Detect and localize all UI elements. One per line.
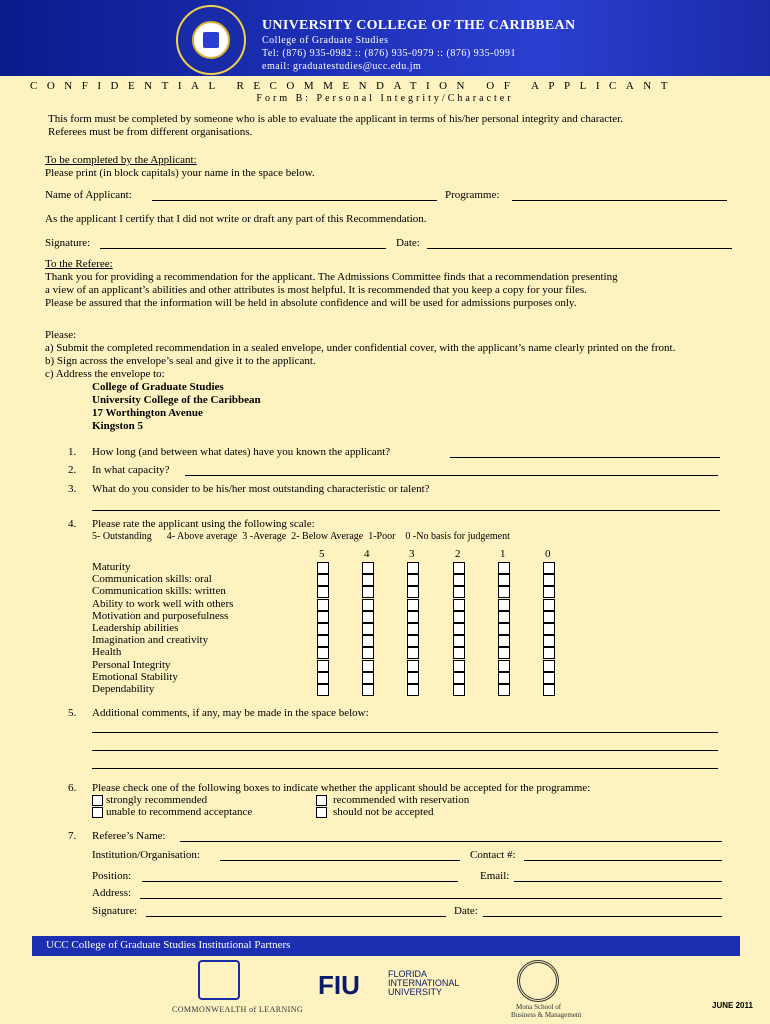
rating-checkbox[interactable]: [317, 599, 329, 611]
referee-date-field[interactable]: [483, 916, 722, 917]
rating-column-header: 1: [500, 548, 506, 560]
rating-column-header: 5: [319, 548, 325, 560]
rating-checkbox[interactable]: [362, 660, 374, 672]
address-line: University College of the Caribbean: [92, 394, 261, 406]
rating-checkbox[interactable]: [498, 623, 510, 635]
rating-checkbox[interactable]: [498, 660, 510, 672]
rating-checkbox[interactable]: [453, 574, 465, 586]
rating-scale-legend: 5- Outstanding 4- Above average 3 -Average 2- Below Average 1-Poor 0 -No basis for judgement: [92, 531, 510, 542]
question-3-field[interactable]: [92, 510, 720, 511]
applicant-signature-label: Signature:: [45, 237, 91, 249]
unable-to-recommend-label: unable to recommend acceptance: [106, 806, 253, 818]
address-label: Address:: [92, 887, 132, 899]
address-line: College of Graduate Studies: [92, 381, 224, 393]
rating-checkbox[interactable]: [543, 586, 555, 598]
rating-checkbox[interactable]: [407, 684, 419, 696]
commonwealth-of-learning-logo: [198, 960, 240, 1000]
applicant-date-label: Date:: [396, 237, 420, 249]
rating-checkbox[interactable]: [498, 574, 510, 586]
recommended-with-reservation-checkbox[interactable]: [316, 795, 327, 806]
question-5: Additional comments, if any, may be made in the space below:: [92, 707, 369, 719]
institution-field[interactable]: [220, 860, 460, 861]
rating-checkbox[interactable]: [407, 574, 419, 586]
intro-line-1: This form must be completed by someone who is able to evaluate the applicant in terms of his/her personal integrity and character.: [48, 113, 623, 125]
rating-checkbox[interactable]: [543, 562, 555, 574]
referee-signature-field[interactable]: [146, 916, 446, 917]
rating-trait-label: Health: [92, 646, 122, 659]
rating-checkbox[interactable]: [362, 586, 374, 598]
referee-name-label: Referee’s Name:: [92, 830, 166, 842]
question-number: 7.: [68, 830, 77, 842]
rating-checkbox[interactable]: [498, 647, 510, 659]
comments-line-3[interactable]: [92, 768, 718, 769]
rating-checkbox[interactable]: [407, 672, 419, 684]
mona-school-logo: [517, 960, 559, 1002]
rating-checkbox[interactable]: [498, 611, 510, 623]
applicant-date-field[interactable]: [427, 248, 732, 249]
rating-checkbox[interactable]: [543, 611, 555, 623]
email-label: Email:: [480, 870, 510, 882]
comments-line-1[interactable]: [92, 732, 718, 733]
rating-checkbox[interactable]: [317, 611, 329, 623]
address-line: 17 Worthington Avenue: [92, 407, 203, 419]
address-line: Kingston 5: [92, 420, 144, 432]
rating-checkbox[interactable]: [407, 562, 419, 574]
rating-checkbox[interactable]: [453, 562, 465, 574]
rating-checkbox[interactable]: [317, 562, 329, 574]
please-label: Please:: [45, 329, 77, 341]
telephone-numbers: Tel: (876) 935-0982 :: (876) 935-0979 :: (876) 935-0991: [262, 48, 516, 59]
fiu-full-name: FLORIDA INTERNATIONAL UNIVERSITY: [388, 969, 460, 997]
rating-checkbox[interactable]: [407, 611, 419, 623]
rating-checkbox[interactable]: [317, 574, 329, 586]
referee-paragraph-3: Please be assured that the information will be held in absolute confidence and will be used for admissions purposes only.: [45, 297, 577, 309]
rating-checkbox[interactable]: [317, 586, 329, 598]
university-seal-logo: [176, 5, 246, 75]
college-name: College of Graduate Studies: [262, 35, 389, 46]
partners-band: [32, 936, 740, 956]
rating-checkbox[interactable]: [543, 599, 555, 611]
question-2-field[interactable]: [185, 475, 718, 476]
email-field[interactable]: [514, 881, 722, 882]
strongly-recommended-label: strongly recommended: [106, 794, 208, 806]
rating-trait-label: Personal Integrity: [92, 658, 171, 671]
mona-school-name-1: Mona School of: [516, 1003, 562, 1011]
rating-checkbox[interactable]: [453, 647, 465, 659]
rating-checkbox[interactable]: [407, 635, 419, 647]
rating-checkbox[interactable]: [362, 684, 374, 696]
rating-checkbox[interactable]: [362, 599, 374, 611]
rating-trait-label: Emotional Stability: [92, 670, 178, 683]
applicant-signature-field[interactable]: [100, 248, 386, 249]
question-number: 1.: [68, 446, 77, 458]
rating-checkbox[interactable]: [453, 635, 465, 647]
rating-checkbox[interactable]: [407, 599, 419, 611]
rating-trait-label: Dependability: [92, 683, 155, 695]
fiu-logo: FIU: [318, 970, 360, 1000]
question-2: In what capacity?: [92, 464, 170, 476]
rating-column-header: 0: [545, 548, 551, 560]
referee-paragraph-2: a view of an applicant’s abilities and other attributes is most helpful. It is recommended that you keep a copy for your files.: [45, 284, 587, 296]
referee-paragraph-1: Thank you for providing a recommendation for the applicant. The Admissions Committee finds that a recommendation presenting: [45, 271, 618, 283]
question-3: What do you consider to be his/her most outstanding characteristic or talent?: [92, 483, 430, 495]
question-6: Please check one of the following boxes to indicate whether the applicant should be accepted for the programme:: [92, 782, 591, 794]
question-number: 6.: [68, 782, 77, 794]
rating-checkbox[interactable]: [453, 660, 465, 672]
question-1: How long (and between what dates) have you known the applicant?: [92, 446, 391, 458]
question-number: 2.: [68, 464, 77, 476]
rating-trait-label: Imagination and creativity: [92, 634, 209, 647]
should-not-be-accepted-label: should not be accepted: [333, 806, 434, 818]
instruction-b: b) Sign across the envelope’s seal and give it to the applicant.: [45, 355, 316, 367]
rating-trait-label: Communication skills: oral: [92, 573, 212, 586]
rating-checkbox[interactable]: [498, 635, 510, 647]
rating-checkbox[interactable]: [543, 623, 555, 635]
header-banner: [0, 0, 770, 76]
rating-checkbox[interactable]: [317, 684, 329, 696]
rating-trait-label: Motivation and purposefulness: [92, 609, 229, 622]
rating-checkbox[interactable]: [543, 684, 555, 696]
rating-checkbox[interactable]: [453, 672, 465, 684]
rating-checkbox[interactable]: [407, 647, 419, 659]
rating-trait-label: Communication skills: written: [92, 585, 226, 598]
footer-date: JUNE 2011: [712, 1001, 753, 1010]
institution-label: Institution/Organisation:: [92, 849, 200, 861]
rating-trait-label: Leadership abilities: [92, 622, 179, 634]
rating-checkbox[interactable]: [498, 672, 510, 684]
question-4: Please rate the applicant using the following scale:: [92, 518, 315, 530]
rating-checkbox[interactable]: [453, 599, 465, 611]
rating-checkbox[interactable]: [453, 623, 465, 635]
rating-checkbox[interactable]: [498, 562, 510, 574]
rating-checkbox[interactable]: [317, 623, 329, 635]
rating-checkbox[interactable]: [362, 562, 374, 574]
rating-checkbox[interactable]: [317, 672, 329, 684]
unable-to-recommend-checkbox[interactable]: [92, 807, 103, 818]
rating-column-header: 2: [455, 548, 461, 560]
applicant-heading: To be completed by the Applicant:: [45, 154, 197, 166]
rating-checkbox[interactable]: [317, 660, 329, 672]
rating-checkbox[interactable]: [362, 672, 374, 684]
strongly-recommended-checkbox[interactable]: [92, 795, 103, 806]
question-1-field[interactable]: [450, 457, 720, 458]
position-field[interactable]: [142, 881, 458, 882]
rating-checkbox[interactable]: [498, 599, 510, 611]
rating-checkbox[interactable]: [453, 611, 465, 623]
rating-checkbox[interactable]: [453, 586, 465, 598]
applicant-certify-text: As the applicant I certify that I did not write or draft any part of this Recommendation.: [45, 213, 427, 225]
rating-checkbox[interactable]: [407, 623, 419, 635]
rating-checkbox[interactable]: [362, 647, 374, 659]
rating-trait-label: Maturity: [92, 561, 131, 573]
rating-checkbox[interactable]: [543, 672, 555, 684]
intro-line-2: Referees must be from different organisations.: [48, 126, 253, 138]
rating-checkbox[interactable]: [543, 660, 555, 672]
recommended-with-reservation-label: recommended with reservation: [333, 794, 470, 806]
rating-trait-label: Ability to work well with others: [92, 597, 234, 610]
rating-checkbox[interactable]: [362, 623, 374, 635]
rating-checkbox[interactable]: [407, 586, 419, 598]
applicant-instruction: Please print (in block capitals) your name in the space below.: [45, 167, 315, 179]
rating-column-header: 3: [409, 548, 415, 560]
rating-checkbox[interactable]: [317, 635, 329, 647]
rating-checkbox[interactable]: [407, 660, 419, 672]
referee-name-field[interactable]: [180, 841, 722, 842]
instruction-a: a) Submit the completed recommendation in a sealed envelope, under confidential cover, with the applicant’s name clearly printed on the front.: [45, 342, 676, 354]
referee-date-label: Date:: [454, 905, 478, 917]
rating-checkbox[interactable]: [362, 574, 374, 586]
rating-checkbox[interactable]: [362, 611, 374, 623]
rating-checkbox[interactable]: [543, 647, 555, 659]
rating-column-header: 4: [364, 548, 370, 560]
programme-field[interactable]: [512, 200, 727, 201]
question-number: 3.: [68, 483, 77, 495]
mona-school-name-2: Business & Management: [511, 1011, 582, 1019]
position-label: Position:: [92, 870, 132, 882]
rating-checkbox[interactable]: [543, 635, 555, 647]
rating-checkbox[interactable]: [317, 647, 329, 659]
comments-line-2[interactable]: [92, 750, 718, 751]
rating-checkbox[interactable]: [453, 684, 465, 696]
referee-signature-label: Signature:: [92, 905, 138, 917]
address-field[interactable]: [140, 898, 722, 899]
referee-heading: To the Referee:: [45, 258, 113, 270]
contact-field[interactable]: [524, 860, 722, 861]
should-not-be-accepted-checkbox[interactable]: [316, 807, 327, 818]
question-number: 4.: [68, 518, 77, 530]
rating-checkbox[interactable]: [498, 586, 510, 598]
rating-checkbox[interactable]: [543, 574, 555, 586]
contact-label: Contact #:: [470, 849, 516, 861]
form-subtitle: Form B: Personal Integrity/Character: [256, 93, 514, 104]
programme-label: Programme:: [445, 189, 500, 201]
university-name: UNIVERSITY COLLEGE OF THE CARIBBEAN: [262, 18, 576, 33]
rating-checkbox[interactable]: [362, 635, 374, 647]
partners-label: UCC College of Graduate Studies Institutional Partners: [46, 939, 291, 951]
form-title: CONFIDENTIAL RECOMMENDATION OF APPLICANT: [30, 80, 677, 92]
email-address: email: graduatestudies@ucc.edu.jm: [262, 61, 422, 72]
col-name: COMMONWEALTH of LEARNING: [172, 1005, 304, 1014]
rating-checkbox[interactable]: [498, 684, 510, 696]
applicant-name-label: Name of Applicant:: [45, 189, 132, 201]
instruction-c: c) Address the envelope to:: [45, 368, 165, 380]
question-number: 5.: [68, 707, 77, 719]
applicant-name-field[interactable]: [152, 200, 437, 201]
